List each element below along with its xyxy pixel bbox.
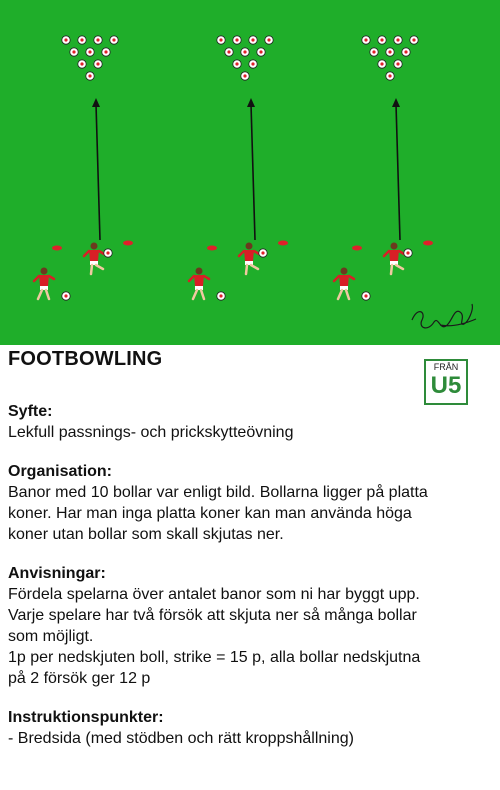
ball-patch <box>64 294 67 297</box>
section-organisation <box>8 461 492 545</box>
section-text-line: Banor med 10 bollar var enligt bild. Bollarna ligger på platta <box>8 484 428 501</box>
ball-patch <box>267 38 270 41</box>
ball-patch <box>64 38 67 41</box>
ball-patch <box>406 251 409 254</box>
ball-patch <box>96 62 99 65</box>
ball-patch <box>251 62 254 65</box>
ball-patch <box>80 38 83 41</box>
section-text-line: Lekfull passnings- och prickskytteövning <box>8 424 294 441</box>
waiting-player-icon <box>34 268 54 300</box>
ball-patch <box>88 74 91 77</box>
ball-patch <box>364 294 367 297</box>
section-heading: Anvisningar: <box>8 565 106 582</box>
ball-patch <box>404 50 407 53</box>
ball-patch <box>219 294 222 297</box>
section-text-line: på 2 försök ger 12 p <box>8 670 151 687</box>
drill-title: FOOTBOWLING <box>8 348 163 370</box>
cone-icon <box>123 241 133 246</box>
ball-patch <box>372 50 375 53</box>
arrow-head <box>92 98 100 107</box>
ball-patch <box>96 38 99 41</box>
cone-icon <box>278 241 288 246</box>
section-text-line: som möjligt. <box>8 628 94 645</box>
section-text-line: - Bredsida (med stödben och rätt kroppshållning) <box>8 730 354 747</box>
ball-patch <box>259 50 262 53</box>
signature-mark <box>412 304 476 328</box>
shot-arrow <box>96 104 100 240</box>
ball-patch <box>380 38 383 41</box>
ball-patch <box>396 62 399 65</box>
kicking-player-icon <box>84 243 104 275</box>
section-purpose <box>8 401 492 443</box>
waiting-player-icon <box>189 268 209 300</box>
ball-patch <box>388 50 391 53</box>
shot-arrow <box>251 104 255 240</box>
waiting-player-icon <box>334 268 354 300</box>
section-heading: Syfte: <box>8 403 53 420</box>
ball-patch <box>396 38 399 41</box>
ball-patch <box>106 251 109 254</box>
ball-patch <box>364 38 367 41</box>
ball-patch <box>235 38 238 41</box>
cone-icon <box>52 246 62 251</box>
arrow-head <box>247 98 255 107</box>
section-heading: Instruktionspunkter: <box>8 709 164 726</box>
cone-icon <box>352 246 362 251</box>
ball-patch <box>219 38 222 41</box>
section-text-line: Varje spelare har två försök att skjuta ner så många bollar <box>8 607 417 624</box>
ball-patch <box>72 50 75 53</box>
pitch-svg <box>0 0 500 345</box>
ball-patch <box>112 38 115 41</box>
section-text-line: 1p per nedskjuten boll, strike = 15 p, alla bollar nedskjutna <box>8 649 421 666</box>
shot-arrow <box>396 104 400 240</box>
cone-icon <box>207 246 217 251</box>
ball-patch <box>227 50 230 53</box>
section-coaching-points <box>8 707 492 749</box>
kicking-player-icon <box>239 243 259 275</box>
ball-patch <box>243 74 246 77</box>
section-text-line: koner. Har man inga platta koner kan man använda höga <box>8 505 412 522</box>
cone-icon <box>423 241 433 246</box>
drill-description <box>8 348 492 749</box>
ball-patch <box>412 38 415 41</box>
ball-patch <box>88 50 91 53</box>
ball-patch <box>388 74 391 77</box>
ball-patch <box>261 251 264 254</box>
section-text-line: Fördela spelarna över antalet banor som ni har byggt upp. <box>8 586 420 603</box>
ball-patch <box>104 50 107 53</box>
ball-patch <box>251 38 254 41</box>
section-heading: Organisation: <box>8 463 113 480</box>
section-text-line: koner utan bollar som skall skjutas ner. <box>8 526 284 543</box>
age-badge-value: U5 <box>430 372 462 399</box>
section-instructions <box>8 563 492 689</box>
age-badge-label: FRÅN <box>433 362 459 372</box>
ball-patch <box>235 62 238 65</box>
pitch-diagram <box>0 0 500 345</box>
kicking-player-icon <box>384 243 404 275</box>
ball-patch <box>380 62 383 65</box>
ball-patch <box>243 50 246 53</box>
ball-patch <box>80 62 83 65</box>
arrow-head <box>392 98 400 107</box>
